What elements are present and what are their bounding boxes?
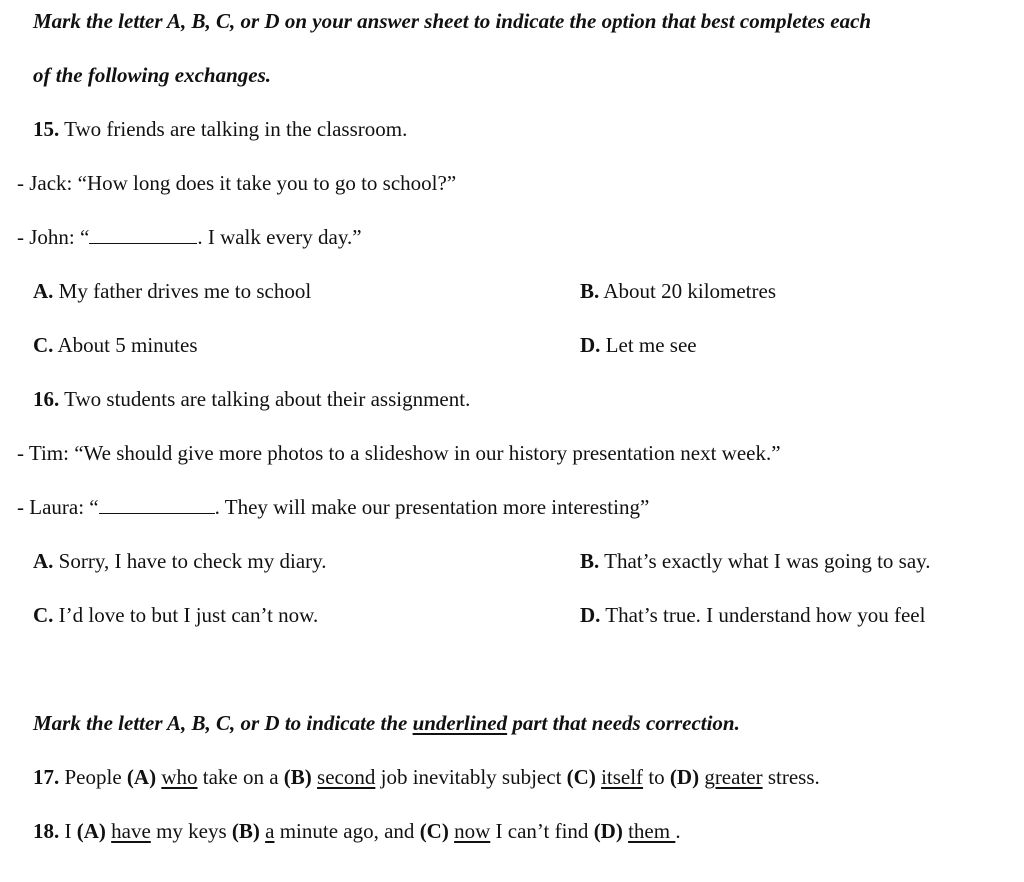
question-17 — [33, 767, 820, 788]
underlined-part-b[interactable]: second — [317, 765, 376, 789]
sentence-part: People — [59, 765, 127, 789]
sentence-part: stress. — [762, 765, 820, 789]
marker-a: (A) — [76, 819, 106, 843]
option-15-c[interactable] — [33, 335, 198, 356]
dialogue-suffix: . I walk every day.” — [197, 225, 362, 249]
option-letter: D. — [580, 333, 601, 357]
option-15-b[interactable] — [580, 281, 776, 302]
option-text: About 20 kilometres — [603, 279, 777, 303]
sentence-part: take on a — [197, 765, 284, 789]
option-16-a[interactable] — [33, 551, 327, 572]
question-number: 17. — [33, 765, 60, 789]
question-16-prompt — [33, 389, 470, 410]
instruction-line-1: Mark the letter A, B, C, or D on your answer sheet to indicate the option that best completes each — [33, 9, 872, 33]
option-letter: C. — [33, 333, 54, 357]
instruction-underlined-word: underlined — [412, 711, 508, 735]
option-text: My father drives me to school — [58, 279, 312, 303]
question-text: Two students are talking about their assignment. — [64, 387, 471, 411]
underlined-part-d[interactable]: them — [628, 819, 676, 843]
marker-c: (C) — [419, 819, 449, 843]
option-16-d[interactable] — [580, 605, 925, 626]
option-text: That’s exactly what I was going to say. — [604, 549, 931, 573]
option-letter: A. — [33, 279, 54, 303]
marker-b: (B) — [231, 819, 260, 843]
question-15-dialogue-1: - Jack: “How long does it take you to go to school?” — [17, 171, 457, 195]
underlined-part-b[interactable]: a — [265, 819, 275, 843]
marker-a: (A) — [126, 765, 157, 789]
sentence-part: my keys — [150, 819, 232, 843]
underlined-part-d[interactable]: greater — [704, 765, 763, 789]
option-text: Let me see — [605, 333, 697, 357]
question-18 — [33, 821, 681, 842]
instruction-correction — [33, 713, 740, 734]
instruction-text-pre: Mark the letter A, B, C, or D to indicate the — [33, 711, 413, 735]
question-15-prompt — [33, 119, 407, 140]
answer-blank — [99, 497, 215, 514]
question-number: 16. — [33, 387, 60, 411]
question-15-dialogue-2 — [17, 227, 362, 248]
sentence-part: minute ago, and — [274, 819, 420, 843]
option-letter: C. — [33, 603, 54, 627]
sentence-part: job inevitably subject — [375, 765, 567, 789]
marker-b: (B) — [283, 765, 312, 789]
sentence-part: I can’t find — [490, 819, 594, 843]
marker-c: (C) — [566, 765, 596, 789]
question-number: 18. — [33, 819, 60, 843]
dialogue-suffix: . They will make our presentation more interesting” — [214, 495, 650, 519]
answer-blank — [89, 227, 197, 244]
question-16-dialogue-1: - Tim: “We should give more photos to a slideshow in our history presentation next week.” — [17, 441, 781, 465]
instruction-line-2: of the following exchanges. — [33, 63, 272, 87]
sentence-part: to — [643, 765, 670, 789]
underlined-part-a[interactable]: have — [111, 819, 151, 843]
sentence-part: I — [59, 819, 77, 843]
question-16-dialogue-2 — [17, 497, 649, 518]
marker-d: (D) — [669, 765, 700, 789]
option-15-d[interactable] — [580, 335, 697, 356]
option-16-b[interactable] — [580, 551, 931, 572]
question-text: Two friends are talking in the classroom. — [64, 117, 408, 141]
marker-d: (D) — [593, 819, 623, 843]
underlined-part-c[interactable]: itself — [601, 765, 644, 789]
option-16-c[interactable] — [33, 605, 318, 626]
option-letter: B. — [580, 279, 600, 303]
instruction-text-post: part that needs correction. — [507, 711, 740, 735]
underlined-part-c[interactable]: now — [454, 819, 491, 843]
option-letter: B. — [580, 549, 600, 573]
option-text: About 5 minutes — [57, 333, 198, 357]
dialogue-prefix: - Laura: “ — [17, 495, 99, 519]
question-number: 15. — [33, 117, 60, 141]
underlined-part-a[interactable]: who — [161, 765, 198, 789]
option-letter: A. — [33, 549, 54, 573]
option-15-a[interactable] — [33, 281, 311, 302]
dialogue-prefix: - John: “ — [17, 225, 90, 249]
sentence-part: . — [675, 819, 681, 843]
option-letter: D. — [580, 603, 601, 627]
option-text: That’s true. I understand how you feel — [605, 603, 926, 627]
option-text: I’d love to but I just can’t now. — [58, 603, 319, 627]
option-text: Sorry, I have to check my diary. — [58, 549, 327, 573]
